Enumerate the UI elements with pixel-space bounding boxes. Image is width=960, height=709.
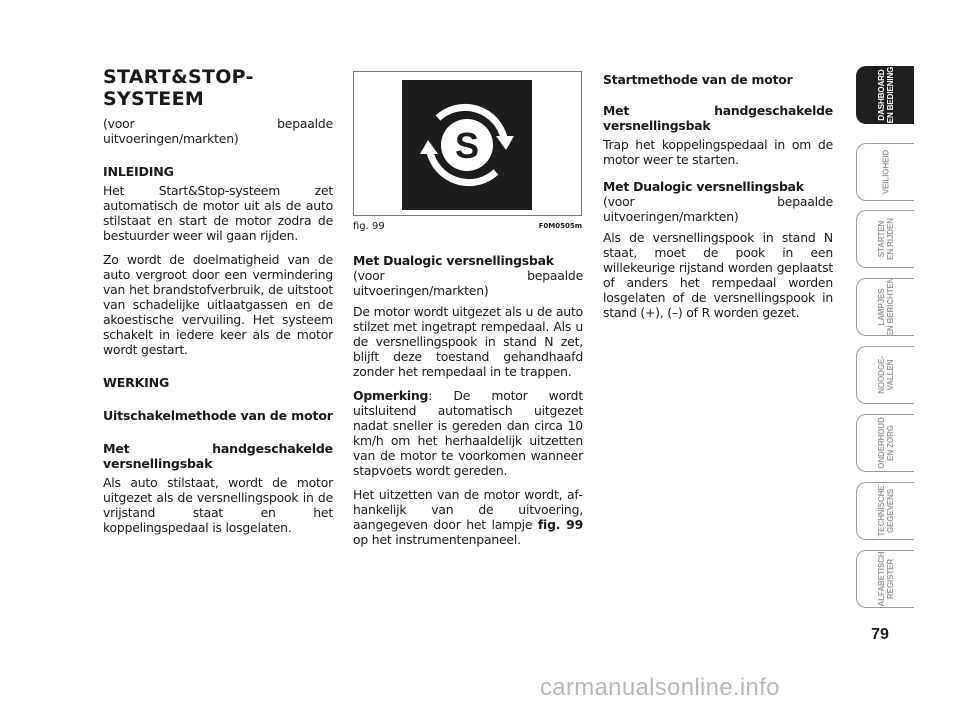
tab-starten-en-rijden[interactable] — [856, 210, 914, 268]
tab-veiligheid[interactable] — [856, 143, 914, 201]
column-right — [603, 72, 833, 329]
tab-label-line1: ALFABETISCH — [876, 551, 886, 607]
figure-label: fig. 99 — [353, 221, 385, 232]
tab-noodgevallen[interactable] — [856, 346, 914, 404]
note-paragraph — [353, 388, 583, 478]
tab-label-line2: REGISTER — [885, 558, 895, 600]
svg-text:S: S — [454, 125, 480, 166]
heading-dualogic: Met Dualogic versnellingsbak — [353, 253, 554, 268]
tab-label-line2: GEGEVENS — [885, 488, 895, 534]
note-text: : De motor wordt uitsluitend automatisch uitgezet nadat sneller is gereden dan circa 10 km/h om het herhaaldelijk uitzetten van de motor te voorkomen wanneer stapvoets wordt gereden. — [353, 388, 583, 478]
tab-label-line2: EN BERICHTEN — [885, 277, 895, 337]
paragraph-3-text-a: Het uitzetten van de motor wordt, afhankelijk van de uitvoering, aangegeven door het lampje — [353, 487, 583, 532]
intro-paragraph-1: Het Start&Stop-systeem zet automatisch de motor uit als de auto stilstaat en start de motor zodra de bestuurder weer wil gaan rijden. — [103, 183, 333, 243]
tab-label-line1: TECHNISCHE — [876, 485, 886, 537]
section-heading-intro: INLEIDING — [103, 164, 174, 179]
figure-code: F0M0505m — [538, 222, 582, 230]
title-subtitle: (voor bepaalde uitvoeringen/markten) — [103, 116, 333, 146]
tab-label-line2: VALLEN — [885, 359, 895, 391]
tab-label-line2: EN ZORG — [885, 425, 895, 461]
tab-onderhoud-en-zorg[interactable] — [856, 414, 914, 472]
page-title: START&STOP-SYSTEEM — [103, 66, 254, 110]
subheading-dualogic: (voor bepaalde uitvoeringen/markten) — [353, 268, 583, 298]
tab-lampjes-en-berichten[interactable] — [856, 278, 914, 336]
tab-alfabetisch-register[interactable] — [856, 550, 914, 608]
paragraph-dualogic-3 — [353, 487, 583, 547]
paragraph-dualogic-1: De motor wordt uitgezet als u de auto stilzet met ingetrapt rempedaal. Als u de versnellingspook in stand N zet, blijft deze toestand gehandhaafd zonder het rempedaal in te trappen. — [353, 304, 583, 379]
intro-paragraph-2: Zo wordt de doelmatigheid van de auto vergroot door een vermindering van het brandstofverbruik, de uitstoot van schadelijke uitlaatgassen en de akoestische vervuiling. Het systeem schakelt in iedere keer als de motor wordt gestart. — [103, 252, 333, 357]
heading-uitschakelmethode: Uitschakelmethode van de motor — [103, 408, 333, 423]
column-left — [103, 66, 333, 544]
figure-reference-link[interactable]: fig. 99 — [537, 517, 584, 532]
tab-label-line1: NOODGE- — [876, 356, 886, 394]
page-number: 79 — [871, 626, 889, 643]
tab-dashboard-en-bediening[interactable] — [856, 66, 914, 124]
tab-label-line1: DASHBOARD — [876, 69, 886, 121]
section-heading-werking: WERKING — [103, 375, 170, 390]
start-stop-s-icon — [402, 80, 532, 210]
figure-99 — [353, 71, 582, 216]
column-middle — [353, 253, 583, 556]
paragraph-dualogic-start: Als de versnellingspook in stand N staat, moet de pook in een willekeurige rijstand worden geplaatst of anders het rempedaal worden losgelaten of de versnellingspook in stand (+), (–) of R worden gezet. — [603, 230, 833, 320]
tab-label-line1: LAMPJES — [876, 288, 886, 326]
tab-label-line1: VEILIGHEID — [881, 149, 890, 195]
watermark-text: carmanualsonline.info — [540, 674, 780, 701]
paragraph-handgeschakeld: Als auto stilstaat, wordt de motor uitgezet als de versnellingspook in de vrijstand staat en het koppelingspedaal is losgelaten. — [103, 475, 333, 535]
tab-label-line2: EN BEDIENING — [885, 66, 895, 124]
paragraph-handgeschakeld-start: Trap het koppelingspedaal in om de motor weer te starten. — [603, 137, 833, 167]
tab-technische-gegevens[interactable] — [856, 482, 914, 540]
paragraph-3-text-b: op het instrumentenpaneel. — [353, 532, 521, 547]
tab-label-line1: STARTEN — [876, 220, 886, 258]
heading-dualogic-start: Met Dualogic versnellingsbak — [603, 179, 804, 194]
tab-label-line1: ONDERHOUD — [876, 417, 886, 469]
subheading-dualogic-start: (voor bepaalde uitvoeringen/markten) — [603, 194, 833, 224]
tab-label-line2: EN RIJDEN — [885, 218, 895, 260]
heading-handgeschakeld-start: Met handgeschakelde versnellingsbak — [603, 103, 833, 133]
heading-startmethode: Startmethode van de motor — [603, 72, 793, 87]
note-label: Opmerking — [353, 388, 429, 403]
heading-handgeschakeld: Met handgeschakelde versnellingsbak — [103, 441, 333, 471]
